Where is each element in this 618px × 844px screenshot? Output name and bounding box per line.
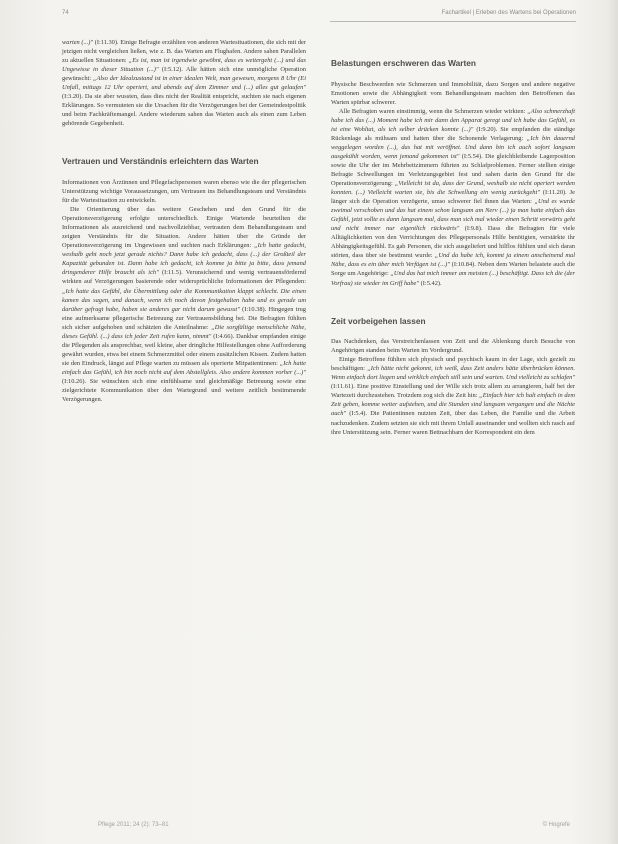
running-title: Fachartikel | Erleben des Wartens bei Operationen — [441, 10, 576, 16]
interview-quote: „Ich hatte einfach das Gefühl, ich bin noch nicht auf dem Abstellgleis. Also andere kommen vorher (...)" — [62, 359, 306, 376]
interview-quote: „Und das hat mich immer am meisten (...) beschäftigt. Dass ich die (der Vorfrau) sie wieder im Griff habe" — [331, 270, 575, 287]
body-text: Alle Befragten waren einstimmig, wenn die Schmerzen wieder wirkten: — [339, 107, 528, 115]
interview-quote: „Also schmerzhaft habe ich das (...) Moment habe ich mir dann den Apparat geregt und ich habe das Gefühl, es ist eine Wohltat, als ich selber drücken konnte (...)" — [331, 107, 575, 133]
right-column — [331, 58, 575, 437]
body-paragraph — [331, 80, 575, 107]
section-heading: Zeit vorbeigehen lassen — [331, 315, 426, 326]
section-heading: Belastungen erschweren das Warten — [331, 58, 476, 68]
footer-publisher: © Hogrefe — [542, 822, 570, 828]
interview-quote: „Und es wurde zweimal verschoben und das hat einem schon langsam am Nerv (...) ja man hatte einfach das Gefühl, jetzt sollte es dann langsam mal, dass man sich mal wieder einen Schritt vorwärts geht und nicht immer nur eigentlich rückwärts" — [331, 198, 575, 233]
body-text: (I:11.20). Je länger sich die Operation verzögerte, umso schwerer fiel ihnen das Warten: — [331, 189, 575, 206]
body-text: (I:3.20). Da sie aber wussten, dass dies nicht der Realität entspricht, suchten sie nach eigenen Erklärungen. So vermuteten sie die Ursachen für die Verzögerungen bei der Gemeindestpolitik und beim Fachkräftemangel. Andere wiederum sahen das Warten auch als einen zum Leben gehörende Gegebenheit. — [62, 93, 306, 128]
body-text: (I:5.42). — [420, 279, 442, 287]
body-text: (I:10.84). Neben dem Warten belastete auch die Sorge um Angehörige: — [331, 261, 575, 278]
body-text: Die Orientierung über das weitere Geschehen und den Grund für die Operationsverzögerung erfolgte unterschiedlich. Einige Wartende beurteilten die Informationen als ausreichend und nachvollziehbar, vertrauten dem Behandlungsteam und zeigten Verständnis für die Situation. Andere hätten über die Gründe der Operationsverzögerung im Ungewissen und suchten nach Erklärungen: — [62, 206, 306, 250]
footer-citation: Pflege 2011; 24 (2): 73–81 — [98, 822, 169, 828]
body-text: (I:11.61). Eine positive Einstellung und der Wille sich trotz allem zu arrangieren, half bei der Wartezeit durchzustehen. Trotzdem zog sich die Zeit hin: — [331, 383, 575, 400]
scan-edge-shadow — [608, 0, 618, 844]
interview-quote: „Ich hatte gedacht, weshalb geht noch jetzt gerade nichts? Dann habe ich gedacht, dass (...) der Großteil der Kapazität gebunden ist. Dann habe ich gedacht, ich komme ja bitte ja bitte, dass jemand dringenderer Hilfe braucht als ich" — [62, 242, 306, 277]
body-paragraph — [62, 178, 306, 205]
body-text: (I:10.26). Sie wünschten sich eine einfühlsame und gleichmäßige Betreuung sowie eine zielgerichtete Kommunikation über den Wartegrund und weitere zeitlich bestimmende Verzögerungen. — [62, 378, 306, 404]
interview-quote: „Ich bin dauernd weggelegen worden (...), das hat mit veröffnet. Und dann bin ich auch sofort langsam ausgekühlt worden, wenn jemand gekommen ist" — [331, 134, 575, 160]
interview-quote: „Die sorgfältige menschliche Nähe, dieses Gefühl. (...) dass ich jeder Zeit rufen kann, nimmt" — [62, 323, 306, 340]
body-text: (I:11.5). Verunsichernd und wenig vertrauensfördernd wirkten auf Verzögerungen basierende oder widersprüchliche Informationen der Pflegenden: — [62, 269, 306, 286]
interview-quote: „Und da habe ich, kommt ja einem anscheinend mal Nähe, dass es ein über mich Verfügen ist (...)" — [331, 252, 575, 269]
body-text: (I:4.66). Dankbar empfanden einige die Pflegenden als ansprechbar, weil kleine, aber dringliche Hilfestellungen ohne Aufforderung gewährt wurden, etwa bei einem Schmerzmittel oder einem zusätzlichen Kissen. Zudem hatten sie den Eindruck, längst auf Pflege warten zu müssen als operierte Mitpatientinnen: — [62, 332, 306, 367]
interview-quote: warten (...)" — [62, 39, 95, 46]
page-number: 74 — [62, 10, 69, 16]
body-text: Physische Beschwerden wie Schmerzen und Immobilität, dazu Sorgen und andere negative Emotionen sowie die Abhängigkeit vom Behandlungsteam machten den Betroffenen das Warten spürbar schwerer. — [331, 80, 575, 106]
body-text: Das Nachdenken, das Verstreichenlassen von Zeit und die Ablenkung durch Besuche von Angehörigen standen beim Warten im Vordergrund. — [331, 338, 575, 355]
interview-quote: „Ich hätte nicht gekonnt, ich weiß, dass Zeit anders hätte überbrücken können. Wenn einfach dort liegen und wirklich einfach still sein und warten. Und vielleicht zu schlafen" — [331, 365, 575, 382]
body-text: Einige Betroffene fühlten sich physisch und psychisch kaum in der Lage, sich gezielt zu beschäftigen: — [331, 356, 575, 373]
body-paragraph — [62, 38, 306, 128]
body-text: (I:9.20). Sie empfanden die ständige Rückenlage als mühsam und hatten über die Schonende Verlagerung: — [331, 125, 575, 142]
interview-quote: „Ich hatte das Gefühl, die Übermittlung oder die Kommunikation klappt schlecht. Die einen kamen das sagen, und danach, wenn ich noch davon festgehalten habe und es gerade um darüber gefragt habe, haben sie anderes gar nicht darum gewusst" — [62, 287, 306, 313]
page-footer — [62, 822, 576, 832]
left-column — [62, 38, 306, 404]
body-text: (I:9.8). Dass die Befragten für viele Alltäglichkeiten von den Verrichtungen des Pflegepersonals Hilfe benötigten, verstärkte ihr Abhängigkeitsgefühl. Es gab Personen, die sich ausgeliefert und hilflos fühlten und sich daran störten, dass über sie bestimmt wurde: — [331, 225, 575, 260]
header-rule — [330, 21, 576, 22]
body-paragraph — [331, 107, 575, 288]
body-text: Informationen von Ärztinnen und Pflegefachpersonen waren ebenso wie die der pflegerischen Unterstützung wichtige Voraussetzungen, um Vertrauen ins Behandlungsteam und Verständnis für die Wartesituation zu entwickeln. — [62, 178, 306, 205]
section-heading: Vertrauen und Verständnis erleichtern das Warten — [62, 156, 259, 167]
body-text: (I:11.30). Einige Befragte erzählten von anderen Wartesituationen, die sich mit der jetzigen nicht vergleichen ließen, wie z. B. das Warten am Flughafen. Andere sahen Parallelen zu aktuellen Situationen: — [62, 39, 306, 65]
interview-quote: „Vielleicht ist da, dass der Grund, weshalb sie nicht operiert werden konnten. (...) Vielleicht warten sie, bis die Schwellung ein wenig zurückgeht" — [331, 180, 575, 197]
interview-quote: „Einfach hier ich halt einfach in dem Zeit geben, komme weiter aufstehen, und die Stunden sind langsam vergangen und die Nächte auch" — [331, 392, 575, 418]
body-paragraph — [331, 337, 575, 355]
body-paragraph — [62, 205, 306, 404]
body-text: (I:10.38). Hingegen trug eine aufmerksame pflegerische Betreuung zur Vertrauensbildung bei. Die Befragten fühlten sich sicher aufgehoben und schätzten die Anteilnahme: — [62, 305, 306, 331]
interview-quote: „Es ist, man ist irgendwie gewöhnt, dass es weitergeht (...) und das Ungewisse in dieser Situation (...)" — [62, 57, 306, 74]
body-text: (I:5.12). Alle hätten sich eine unmögliche Operation gewünscht: — [62, 66, 306, 83]
body-text: (I:5.54). Die gleichbleibende Lagerposition sowie die Uhr der im Mehrbettzimmern führten zu Schlafproblemen. Ferner stellten einige Befragte Schwellungen im Verletzungsgebiet fest und sahen darin den Grund für die Operationsverzögerung: — [331, 152, 576, 188]
body-text: (I:5.4). Die Patientinnen nutzten Zeit, über das Leben, die Familie und die Arbeit nachzudenken. Zudem setzten sie sich mit ihrem Unfall auseinander und wollten sich rasch auf ihre Unterstützung sein. Ferner waren Bettnachbarn der Korrespondent ein dem — [331, 410, 575, 436]
body-paragraph — [331, 355, 575, 436]
interview-quote: „Also der Idealzustand ist in einer idealen Welt, man gewesen, morgens 8 Uhr (Ei Unfall, mittags 12 Uhr operiert, und abends auf dem Zimmer und (...) alles gut gelaufen" — [62, 75, 306, 92]
